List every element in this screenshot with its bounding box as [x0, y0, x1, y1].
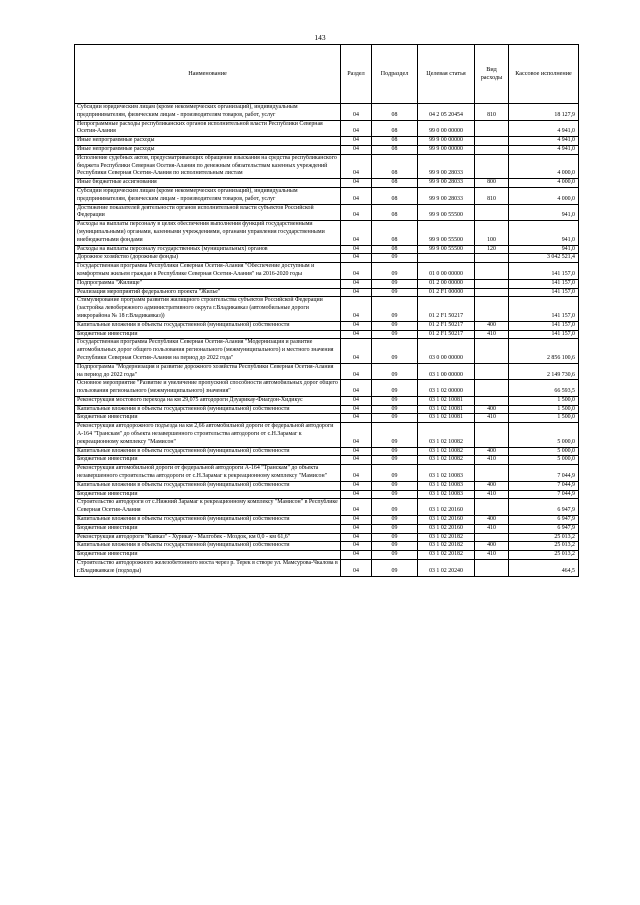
table-row	[75, 221, 579, 245]
cell-expense-type	[475, 254, 509, 263]
cell-amount: 464,5	[509, 560, 579, 577]
cell-section: 04	[341, 330, 372, 339]
cell-target: 03 1 02 10082	[418, 447, 475, 456]
table-row	[75, 263, 579, 280]
cell-amount: 7 044,9	[509, 481, 579, 490]
cell-name: Исполнение судебных актов, предусматривающих обращение взыскания на средства республиканского бюджета Республики Северная Осетия-Алания по денежным обязательствам казенных учреждений Республики Северная Осетия-Алания по исполнительным листам	[75, 154, 341, 178]
cell-subsection: 09	[372, 254, 418, 263]
table-row	[75, 447, 579, 456]
cell-section: 04	[341, 423, 372, 447]
cell-amount: 18 127,9	[509, 104, 579, 121]
cell-subsection: 09	[372, 524, 418, 533]
cell-subsection: 09	[372, 405, 418, 414]
cell-name: Стимулирование программ развития жилищного строительства субъектов Российской Федерации (застройка левобережного административного округа г.Владикавказ (автомобильные дороги микрорайона № 18 г.Владикавказ))	[75, 297, 341, 321]
table-row	[75, 297, 579, 321]
cell-name: Подпрограмма "Модернизация и развитие дорожного хозяйства Республики Северная Осетия-Алания на период до 2022 года"	[75, 363, 341, 380]
cell-target: 03 1 00 00000	[418, 363, 475, 380]
cell-subsection: 09	[372, 339, 418, 363]
cell-name: Бюджетные инвестиции	[75, 456, 341, 465]
cell-target: 03 1 02 10081	[418, 414, 475, 423]
cell-amount: 2 856 100,6	[509, 339, 579, 363]
cell-amount: 141 157,0	[509, 330, 579, 339]
cell-section: 04	[341, 321, 372, 330]
table-row	[75, 321, 579, 330]
cell-expense-type	[475, 363, 509, 380]
cell-section: 04	[341, 481, 372, 490]
cell-section: 04	[341, 447, 372, 456]
cell-subsection: 09	[372, 396, 418, 405]
cell-expense-type: 410	[475, 551, 509, 560]
cell-name: Субсидии юридическим лицам (кроме некоммерческих организаций), индивидуальным предпринимателям, физическим лицам - производителям товаров, работ, услуг	[75, 104, 341, 121]
cell-target: 01 2 F1 50217	[418, 321, 475, 330]
table-row	[75, 120, 579, 137]
cell-subsection: 09	[372, 363, 418, 380]
cell-subsection: 09	[372, 423, 418, 447]
cell-amount: 941,0	[509, 245, 579, 254]
cell-section: 04	[341, 405, 372, 414]
table-row	[75, 405, 579, 414]
cell-expense-type	[475, 560, 509, 577]
cell-expense-type	[475, 279, 509, 288]
cell-expense-type: 410	[475, 330, 509, 339]
cell-expense-type	[475, 533, 509, 542]
cell-name: Строительство автодороги от с.Нижний Зарамаг к рекреационному комплексу "Мамисон" в Республике Северная Осетия-Алания	[75, 499, 341, 516]
cell-amount: 141 157,0	[509, 279, 579, 288]
cell-subsection: 09	[372, 481, 418, 490]
budget-table	[74, 44, 579, 577]
cell-target: 99 9 00 55500	[418, 245, 475, 254]
table-row	[75, 499, 579, 516]
cell-target: 03 1 02 10083	[418, 465, 475, 482]
cell-section: 04	[341, 288, 372, 297]
cell-section: 04	[341, 396, 372, 405]
cell-target: 03 1 02 00000	[418, 380, 475, 397]
cell-name: Государственная программа Республики Северная Осетия-Алания "Обеспечение доступным и комфортным жильем граждан в Республике Северная Осетия-Алания" на 2016-2020 годы	[75, 263, 341, 280]
cell-subsection: 09	[372, 542, 418, 551]
table-row	[75, 104, 579, 121]
cell-target	[418, 254, 475, 263]
cell-expense-type: 400	[475, 447, 509, 456]
cell-amount: 4 000,0	[509, 154, 579, 178]
table-row	[75, 396, 579, 405]
cell-target: 99 9 00 28033	[418, 187, 475, 204]
cell-name: Расходы на выплаты персоналу государственных (муниципальных) органов	[75, 245, 341, 254]
cell-subsection: 09	[372, 297, 418, 321]
cell-expense-type: 400	[475, 542, 509, 551]
cell-name: Реконструкция автомобильной дороги от федеральной автодороги А-164 "Транскам" до объекта незавершенного строительства автодороги от с.Н.Зарамаг к рекреационному комплексу "Мамисон"	[75, 465, 341, 482]
cell-section: 04	[341, 533, 372, 542]
cell-name: Бюджетные инвестиции	[75, 330, 341, 339]
cell-section: 04	[341, 490, 372, 499]
cell-section: 04	[341, 456, 372, 465]
cell-section: 04	[341, 297, 372, 321]
cell-subsection: 08	[372, 221, 418, 245]
table-row	[75, 542, 579, 551]
cell-subsection: 09	[372, 551, 418, 560]
cell-expense-type	[475, 423, 509, 447]
table-row	[75, 481, 579, 490]
cell-target: 01 0 00 00000	[418, 263, 475, 280]
cell-subsection: 09	[372, 499, 418, 516]
cell-subsection: 08	[372, 154, 418, 178]
cell-section: 04	[341, 137, 372, 146]
cell-expense-type	[475, 204, 509, 221]
cell-expense-type: 400	[475, 481, 509, 490]
cell-subsection: 09	[372, 516, 418, 525]
cell-subsection: 08	[372, 145, 418, 154]
cell-section: 04	[341, 339, 372, 363]
cell-subsection: 09	[372, 490, 418, 499]
cell-subsection: 08	[372, 104, 418, 121]
cell-amount: 5 000,0	[509, 447, 579, 456]
cell-name: Капитальные вложения в объекты государственной (муниципальной) собственности	[75, 516, 341, 525]
cell-section: 04	[341, 516, 372, 525]
cell-name: Государственная программа Республики Северная Осетия-Алания "Модернизация и развитие автомобильных дорог общего пользования регионального (межмуниципального) и местного значения Республики Северная Осетия-Алания на период до 2022 года"	[75, 339, 341, 363]
cell-amount: 7 044,9	[509, 465, 579, 482]
cell-name: Капитальные вложения в объекты государственной (муниципальной) собственности	[75, 447, 341, 456]
cell-section: 04	[341, 465, 372, 482]
cell-subsection: 08	[372, 137, 418, 146]
cell-amount: 141 157,0	[509, 297, 579, 321]
cell-name: Капитальные вложения в объекты государственной (муниципальной) собственности	[75, 405, 341, 414]
cell-amount: 6 947,9	[509, 524, 579, 533]
table-row	[75, 288, 579, 297]
cell-amount: 2 149 730,6	[509, 363, 579, 380]
cell-subsection: 08	[372, 120, 418, 137]
cell-expense-type: 410	[475, 414, 509, 423]
header-target: Целевая статья	[418, 45, 475, 104]
cell-target: 99 9 00 00000	[418, 137, 475, 146]
cell-target: 03 1 02 10081	[418, 396, 475, 405]
cell-subsection: 09	[372, 456, 418, 465]
cell-expense-type	[475, 154, 509, 178]
table-row	[75, 204, 579, 221]
cell-section: 04	[341, 120, 372, 137]
cell-target: 03 1 02 20160	[418, 499, 475, 516]
cell-name: Субсидии юридическим лицам (кроме некоммерческих организаций), индивидуальным предпринимателям, физическим лицам - производителям товаров, работ, услуг	[75, 187, 341, 204]
cell-amount: 7 044,9	[509, 490, 579, 499]
cell-section: 04	[341, 363, 372, 380]
cell-expense-type: 410	[475, 490, 509, 499]
cell-subsection: 08	[372, 187, 418, 204]
cell-amount: 6 947,9	[509, 499, 579, 516]
header-section: Раздел	[341, 45, 372, 104]
cell-target: 03 0 00 00000	[418, 339, 475, 363]
cell-name: Иные бюджетные ассигнования	[75, 179, 341, 188]
cell-subsection: 09	[372, 288, 418, 297]
cell-amount: 5 000,0	[509, 423, 579, 447]
cell-section: 04	[341, 560, 372, 577]
table-row	[75, 330, 579, 339]
table-row	[75, 516, 579, 525]
cell-name: Реконструкция мостового перехода на км 29,075 автодороги Дзуарикау-Фиагдон-Хидикус	[75, 396, 341, 405]
table-row	[75, 524, 579, 533]
cell-target: 01 2 F1 50217	[418, 330, 475, 339]
cell-subsection: 09	[372, 560, 418, 577]
cell-amount: 141 157,0	[509, 321, 579, 330]
cell-name: Бюджетные инвестиции	[75, 524, 341, 533]
cell-section: 04	[341, 254, 372, 263]
cell-target: 99 9 00 28033	[418, 154, 475, 178]
cell-target: 03 1 02 10082	[418, 423, 475, 447]
cell-expense-type: 810	[475, 104, 509, 121]
table-row	[75, 154, 579, 178]
cell-name: Бюджетные инвестиции	[75, 414, 341, 423]
cell-target: 03 1 02 10083	[418, 490, 475, 499]
cell-expense-type	[475, 145, 509, 154]
cell-amount: 141 157,0	[509, 263, 579, 280]
table-row	[75, 137, 579, 146]
cell-section: 04	[341, 380, 372, 397]
table-row	[75, 380, 579, 397]
cell-name: Капитальные вложения в объекты государственной (муниципальной) собственности	[75, 481, 341, 490]
cell-target: 01 2 F1 50217	[418, 297, 475, 321]
cell-section: 04	[341, 221, 372, 245]
cell-expense-type	[475, 380, 509, 397]
cell-expense-type: 400	[475, 516, 509, 525]
cell-name: Бюджетные инвестиции	[75, 490, 341, 499]
cell-expense-type: 800	[475, 179, 509, 188]
cell-section: 04	[341, 524, 372, 533]
cell-name: Дорожное хозяйство (дорожные фонды)	[75, 254, 341, 263]
cell-target: 03 1 02 20182	[418, 551, 475, 560]
header-amount: Кассовое исполнение	[509, 45, 579, 104]
cell-target: 03 1 02 10082	[418, 456, 475, 465]
cell-target: 03 1 02 20182	[418, 542, 475, 551]
cell-target: 03 1 02 10081	[418, 405, 475, 414]
cell-subsection: 09	[372, 447, 418, 456]
cell-expense-type: 400	[475, 405, 509, 414]
cell-target: 99 0 00 00000	[418, 120, 475, 137]
header-subsection: Подраздел	[372, 45, 418, 104]
cell-name: Иные непрограммные расходы	[75, 137, 341, 146]
cell-target: 03 1 02 20182	[418, 533, 475, 542]
cell-expense-type: 410	[475, 524, 509, 533]
cell-target: 03 1 02 20160	[418, 524, 475, 533]
cell-name: Подпрограмма "Жилище"	[75, 279, 341, 288]
cell-expense-type	[475, 465, 509, 482]
cell-expense-type	[475, 339, 509, 363]
table-row	[75, 179, 579, 188]
cell-subsection: 08	[372, 179, 418, 188]
cell-target: 99 9 00 00000	[418, 145, 475, 154]
cell-expense-type: 400	[475, 321, 509, 330]
cell-target: 99 9 00 28033	[418, 179, 475, 188]
cell-subsection: 09	[372, 380, 418, 397]
table-body	[75, 104, 579, 577]
cell-target: 01 2 F1 00000	[418, 288, 475, 297]
cell-name: Основное мероприятие "Развитие и увеличение пропускной способности автомобильных дорог общего пользования регионального (межмуниципального) значения"	[75, 380, 341, 397]
cell-subsection: 09	[372, 465, 418, 482]
cell-amount: 25 013,2	[509, 533, 579, 542]
cell-section: 04	[341, 499, 372, 516]
cell-expense-type: 100	[475, 221, 509, 245]
cell-name: Иные непрограммные расходы	[75, 145, 341, 154]
cell-name: Расходы на выплаты персоналу в целях обеспечения выполнения функций государственными (муниципальными) органами, казенными учреждениями, органами управления государственными внебюджетными фондами	[75, 221, 341, 245]
cell-name: Достижение показателей деятельности органов исполнительной власти субъектов Российской Федерации	[75, 204, 341, 221]
cell-target: 04 2 05 20454	[418, 104, 475, 121]
cell-expense-type	[475, 137, 509, 146]
cell-name: Реконструкция автодорожного подъезда на км 2,66 автомобильной дороги от федеральной автодороги А-164 "Транскам" до объекта незавершенного строительства автодороги от с.Н.Зарамаг к рекреационному комплексу "Мамисон"	[75, 423, 341, 447]
table-row	[75, 560, 579, 577]
table-row	[75, 145, 579, 154]
cell-expense-type	[475, 263, 509, 280]
table-row	[75, 533, 579, 542]
header-expense-type: Вид расходы	[475, 45, 509, 104]
cell-amount: 941,0	[509, 221, 579, 245]
cell-section: 04	[341, 245, 372, 254]
table-row	[75, 339, 579, 363]
cell-amount: 5 000,0	[509, 456, 579, 465]
cell-name: Реализация мероприятий федерального проекта "Жилье"	[75, 288, 341, 297]
cell-subsection: 09	[372, 263, 418, 280]
cell-amount: 4 000,0	[509, 179, 579, 188]
table-row	[75, 187, 579, 204]
table-row	[75, 414, 579, 423]
cell-target: 03 1 02 20160	[418, 516, 475, 525]
cell-subsection: 08	[372, 204, 418, 221]
cell-section: 04	[341, 414, 372, 423]
table-row	[75, 423, 579, 447]
cell-target: 99 9 00 55500	[418, 221, 475, 245]
cell-section: 04	[341, 551, 372, 560]
cell-amount: 25 013,2	[509, 542, 579, 551]
cell-expense-type	[475, 396, 509, 405]
cell-target: 03 1 02 10083	[418, 481, 475, 490]
cell-section: 04	[341, 542, 372, 551]
header-name: Наименование	[75, 45, 341, 104]
cell-section: 04	[341, 179, 372, 188]
cell-amount: 4 941,0	[509, 137, 579, 146]
table-row	[75, 456, 579, 465]
cell-subsection: 09	[372, 533, 418, 542]
cell-amount: 1 500,0	[509, 414, 579, 423]
cell-expense-type	[475, 120, 509, 137]
cell-section: 04	[341, 154, 372, 178]
cell-amount: 941,0	[509, 204, 579, 221]
cell-amount: 1 500,0	[509, 396, 579, 405]
table-header-row	[75, 45, 579, 104]
cell-expense-type	[475, 499, 509, 516]
cell-amount: 25 013,2	[509, 551, 579, 560]
cell-section: 04	[341, 263, 372, 280]
cell-target: 03 1 02 20240	[418, 560, 475, 577]
cell-subsection: 09	[372, 321, 418, 330]
cell-expense-type	[475, 288, 509, 297]
cell-amount: 141 157,0	[509, 288, 579, 297]
table-row	[75, 465, 579, 482]
cell-name: Строительство автодорожного железобетонного моста через р. Терек в створе ул. Мамсурова-Чкалова в г.Владикавказе (подходы)	[75, 560, 341, 577]
cell-amount: 3 042 521,4	[509, 254, 579, 263]
cell-target: 99 9 00 55500	[418, 204, 475, 221]
cell-name: Реконструкция автодороги "Кавказ" - Хурикау - Малгобек - Моздок, км 0,0 - км 61,6"	[75, 533, 341, 542]
table-row	[75, 254, 579, 263]
cell-name: Непрограммные расходы республиканских органов исполнительной власти Республики Северная Осетия-Алания	[75, 120, 341, 137]
cell-section: 04	[341, 145, 372, 154]
cell-amount: 4 000,0	[509, 187, 579, 204]
table-row	[75, 279, 579, 288]
cell-amount: 6 947,9	[509, 516, 579, 525]
cell-section: 04	[341, 204, 372, 221]
cell-section: 04	[341, 187, 372, 204]
cell-section: 04	[341, 104, 372, 121]
table-row	[75, 490, 579, 499]
cell-amount: 4 941,0	[509, 145, 579, 154]
cell-section: 04	[341, 279, 372, 288]
cell-amount: 4 941,0	[509, 120, 579, 137]
cell-subsection: 09	[372, 279, 418, 288]
cell-subsection: 08	[372, 245, 418, 254]
page-number: 143	[314, 33, 326, 42]
cell-expense-type: 810	[475, 187, 509, 204]
cell-target: 01 2 00 00000	[418, 279, 475, 288]
table-row	[75, 245, 579, 254]
cell-expense-type: 410	[475, 456, 509, 465]
table-row	[75, 363, 579, 380]
cell-name: Бюджетные инвестиции	[75, 551, 341, 560]
cell-expense-type: 120	[475, 245, 509, 254]
cell-name: Капитальные вложения в объекты государственной (муниципальной) собственности	[75, 321, 341, 330]
cell-amount: 66 593,5	[509, 380, 579, 397]
cell-expense-type	[475, 297, 509, 321]
cell-subsection: 09	[372, 414, 418, 423]
cell-amount: 1 500,0	[509, 405, 579, 414]
table-row	[75, 551, 579, 560]
cell-name: Капитальные вложения в объекты государственной (муниципальной) собственности	[75, 542, 341, 551]
cell-subsection: 09	[372, 330, 418, 339]
